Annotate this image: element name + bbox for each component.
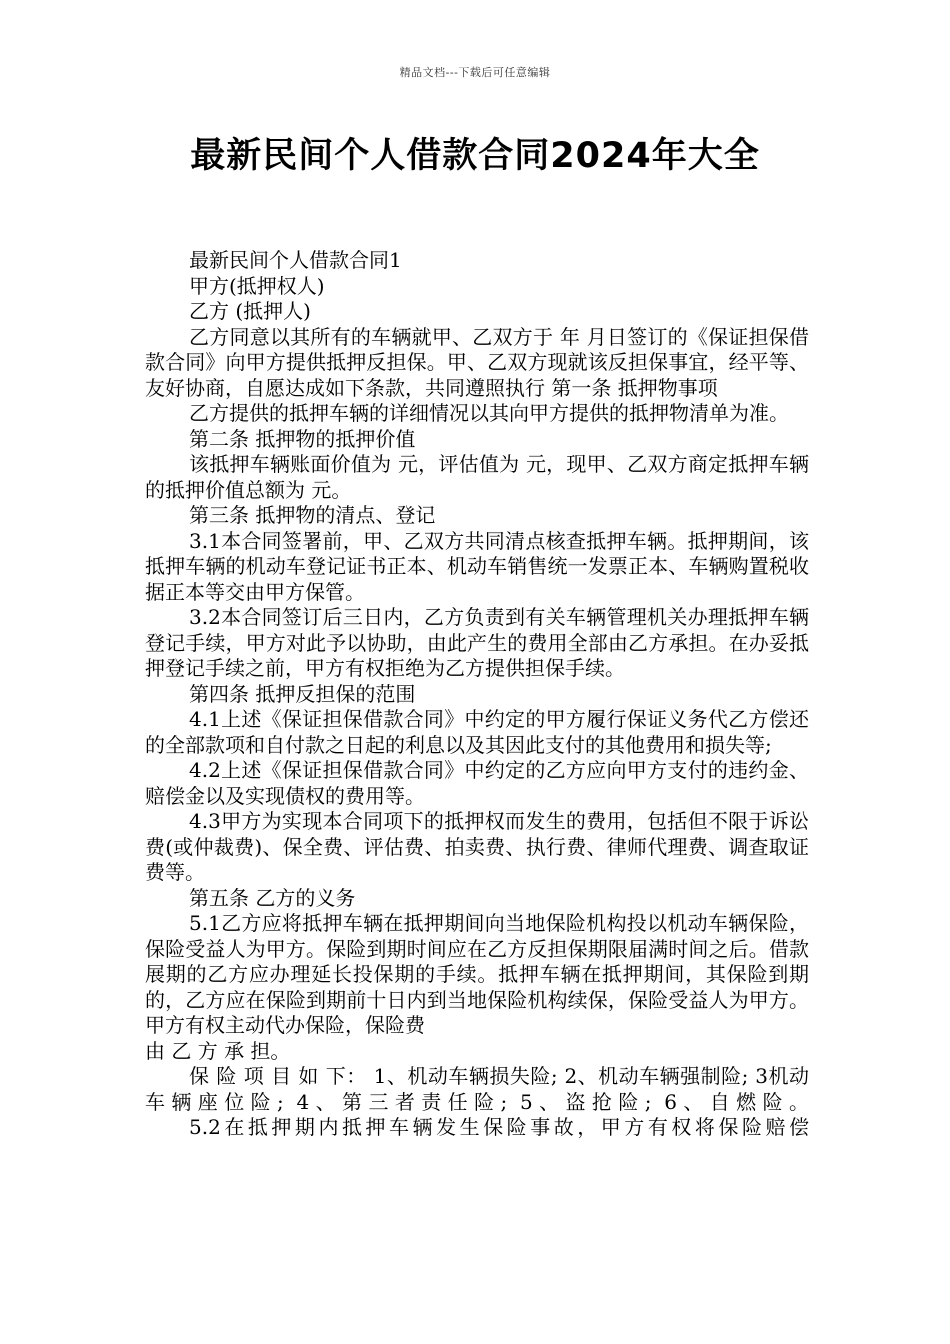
clause-paragraph: 5.2在抵押期内抵押车辆发生保险事故，甲方有权将保险赔偿 [189,1115,809,1139]
header-note: 精品文档---下载后可任意编辑 [399,66,551,79]
clause-paragraph: 3.1本合同签署前，甲、乙双方共同清点核查抵押车辆。抵押期间，该抵押车辆的机动车登记证书正本、机动车销售统一发票正本、车辆购置税收据正本等交由甲方保管。 [145,528,809,604]
document-title: 最新民间个人借款合同2024年大全 [190,136,760,176]
party-b-line: 乙方 (抵押人) [189,299,311,323]
section-heading: 最新民间个人借款合同1 [189,248,402,272]
article-heading: 第三条 抵押物的清点、登记 [189,503,436,527]
article-heading: 第四条 抵押反担保的范围 [189,681,416,706]
article-heading: 第五条 乙方的义务 [189,885,356,910]
clause-paragraph: 5.1乙方应将抵押车辆在抵押期间向当地保险机构投以机动车辆保险，保险受益人为甲方。保险到期时间应在乙方反担保期限届满时间之后。借款展期的乙方应办理延长投保期的手续。抵押车辆在抵押期间，其保险到期的，乙方应在保险到期前十日内到当地保险机构续保，保险受益人为甲方。甲方有权主动代办保险，保险费 [145,911,809,1037]
document-body [145,248,809,1141]
clause-paragraph: 4.2上述《保证担保借款合同》中约定的乙方应向甲方支付的违约金、赔偿金以及实现债权的费用等。 [145,758,809,808]
preamble-paragraph: 乙方同意以其所有的车辆就甲、乙双方于 年 月日签订的《保证担保借款合同》向甲方提供抵押反担保。甲、乙双方现就该反担保事宜，经平等、友好协商，自愿达成如下条款，共同遵照执行 第一条 抵押物事项 [145,324,809,400]
party-a-line: 甲方(抵押权人) [189,273,325,298]
clause-paragraph: 3.2本合同签订后三日内，乙方负责到有关车辆管理机关办理抵押车辆登记手续，甲方对此予以协助，由此产生的费用全部由乙方承担。在办妥抵押登记手续之前，甲方有权拒绝为乙方提供担保手续。 [145,605,809,680]
body-paragraph: 乙方提供的抵押车辆的详细情况以其向甲方提供的抵押物清单为准。 [189,401,789,425]
clause-paragraph: 4.1上述《保证担保借款合同》中约定的甲方履行保证义务代乙方偿还的全部款项和自付款之日起的利息以及其因此支付的其他费用和损失等; [145,707,809,757]
article-heading: 第二条 抵押物的抵押价值 [189,426,416,451]
insurance-items-paragraph: 保 险 项 目 如 下： 1、机动车辆损失险; 2、机动车辆强制险; 3机动车辆座位险; 4、第三者责任险; 5、盗抢险; 6、自燃险。 [145,1064,809,1114]
body-paragraph: 该抵押车辆账面价值为 元，评估值为 元，现甲、乙双方商定抵押车辆的抵押价值总额为 元。 [145,452,809,502]
clause-continuation: 由 乙 方 承 担。 [145,1038,291,1063]
clause-paragraph: 4.3甲方为实现本合同项下的抵押权而发生的费用，包括但不限于诉讼费(或仲裁费)、保全费、评估费、拍卖费、执行费、律师代理费、调查取证费等。 [145,809,809,884]
